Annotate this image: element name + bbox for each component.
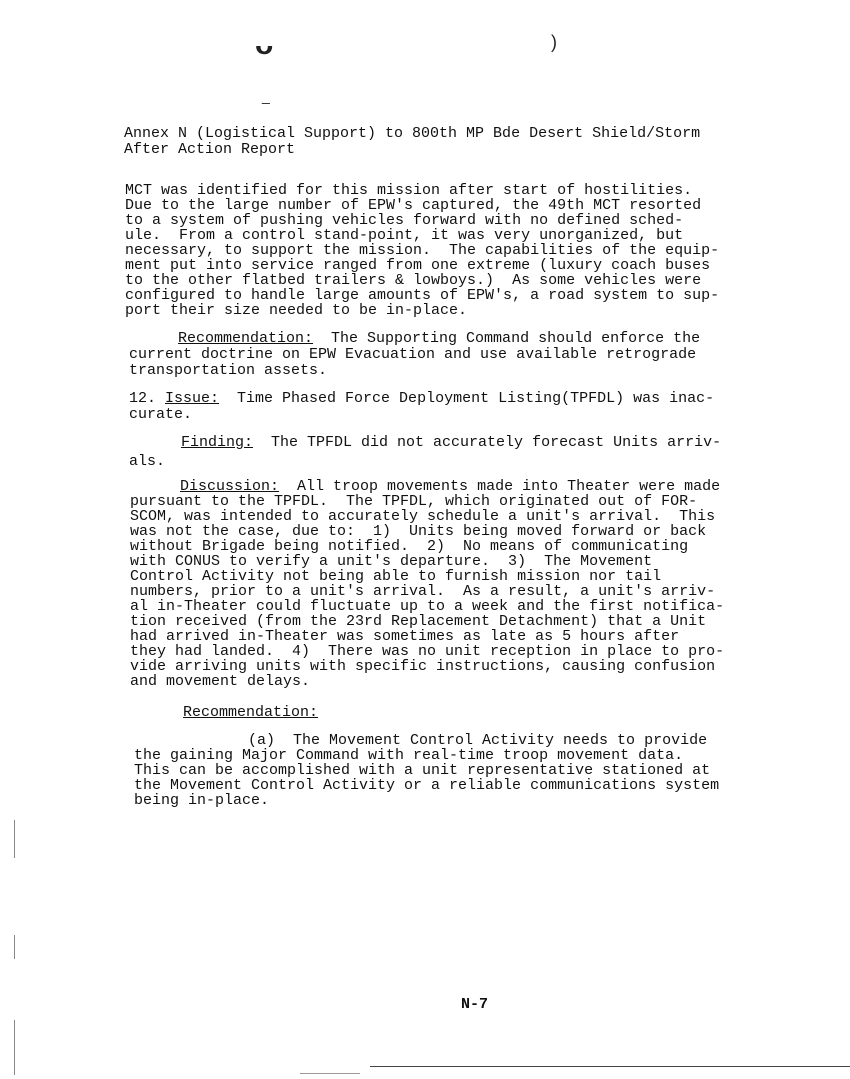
discussion-line: tion received (from the 23rd Replacement Detachment) that a Unit: [130, 613, 707, 630]
intro-line: ule. From a control stand-point, it was very unorganized, but: [125, 227, 684, 244]
issue-12-line: curate.: [129, 406, 193, 423]
discussion-line: SCOM, was intended to accurately schedule a unit's arrival. This: [130, 508, 716, 525]
discussion-line: Control Activity not being able to furnish mission nor tail: [130, 568, 662, 585]
discussion-text: All troop movements made into Theater were made: [279, 478, 721, 495]
intro-line: MCT was identified for this mission after start of hostilities.: [125, 182, 693, 199]
recommendation-1-text: The Supporting Command should enforce the: [313, 330, 701, 347]
intro-line: configured to handle large amounts of EPW's, a road system to sup-: [125, 287, 720, 304]
scan-bottom-line: [300, 1073, 360, 1074]
discussion-line: and movement delays.: [130, 673, 311, 690]
issue-12-first-line: [129, 391, 714, 406]
recommendation-2-line: This can be accomplished with a unit representative stationed at: [134, 762, 711, 779]
intro-line: ment put into service ranged from one extreme (luxury coach buses: [125, 257, 711, 274]
intro-line: to a system of pushing vehicles forward with no defined sched-: [125, 212, 684, 229]
discussion-first-line: [180, 479, 720, 494]
discussion-line: numbers, prior to a unit's arrival. As a result, a unit's arriv-: [130, 583, 716, 600]
discussion-line: was not the case, due to: 1) Units being moved forward or back: [130, 523, 707, 540]
scan-mark-top-left: ᴗ: [255, 28, 274, 61]
recommendation-1-line: current doctrine on EPW Evacuation and use available retrograde: [129, 346, 697, 363]
scan-edge-line: [14, 935, 15, 959]
finding-line: als.: [129, 453, 166, 470]
discussion-line: vide arriving units with specific instructions, causing confusion: [130, 658, 716, 675]
discussion-line: they had landed. 4) There was no unit reception in place to pro-: [130, 643, 725, 660]
intro-line: necessary, to support the mission. The capabilities of the equip-: [125, 242, 720, 259]
issue-12-label: Issue:: [165, 390, 220, 407]
recommendation-2-line: the gaining Major Command with real-time troop movement data.: [134, 747, 684, 764]
recommendation-2-line: being in-place.: [134, 792, 270, 809]
recommendation-2-line: (a) The Movement Control Activity needs to provide: [248, 732, 708, 749]
page-number: N-7: [461, 996, 489, 1013]
report-header-line1: Annex N (Logistical Support) to 800th MP Bde Desert Shield/Storm: [124, 125, 701, 142]
recommendation-1-label: Recommendation:: [178, 330, 314, 347]
intro-line: to the other flatbed trailers & lowboys.) As some vehicles were: [125, 272, 702, 289]
discussion-line: with CONUS to verify a unit's departure. 3) The Movement: [130, 553, 653, 570]
intro-line: Due to the large number of EPW's captured, the 49th MCT resorted: [125, 197, 702, 214]
scan-edge-line: [14, 1020, 15, 1075]
scan-mark-top-right: ): [551, 32, 557, 52]
recommendation-1-line: transportation assets.: [129, 362, 328, 379]
discussion-line: al in-Theater could fluctuate up to a week and the first notifica-: [130, 598, 725, 615]
finding-text: The TPFDL did not accurately forecast Units arriv-: [253, 434, 722, 451]
recommendation-2-line: the Movement Control Activity or a reliable communications system: [134, 777, 720, 794]
discussion-line: had arrived in-Theater was sometimes as late as 5 hours after: [130, 628, 680, 645]
issue-12-text: Time Phased Force Deployment Listing(TPFDL) was inac-: [219, 390, 715, 407]
finding-first-line: [181, 435, 721, 450]
finding-label: Finding:: [181, 434, 254, 451]
discussion-label: Discussion:: [180, 478, 280, 495]
issue-12-number: 12.: [129, 390, 166, 407]
intro-line: port their size needed to be in-place.: [125, 302, 468, 319]
recommendation-2-label: Recommendation:: [183, 704, 319, 721]
recommendation-1-first-line: [178, 331, 700, 346]
scan-mark-dash: _: [262, 88, 270, 104]
report-header-line2: After Action Report: [124, 141, 296, 158]
discussion-line: pursuant to the TPFDL. The TPFDL, which originated out of FOR-: [130, 493, 698, 510]
discussion-line: without Brigade being notified. 2) No means of communicating: [130, 538, 689, 555]
scan-edge-line: [14, 820, 15, 858]
scan-bottom-line: [370, 1066, 850, 1067]
